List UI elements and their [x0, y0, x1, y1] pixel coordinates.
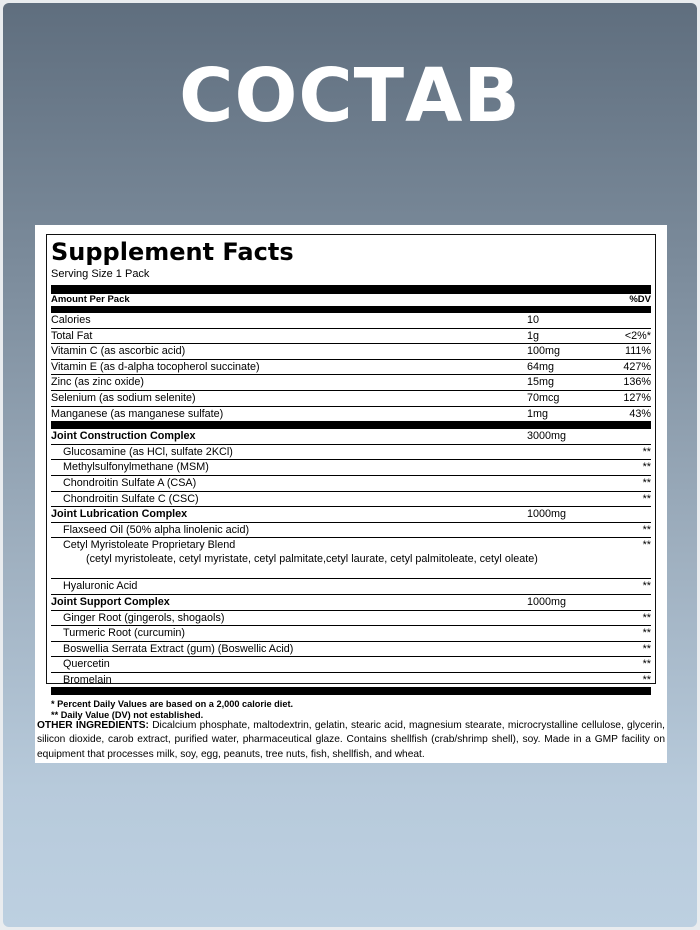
supplement-label-card: [35, 225, 667, 763]
complex-name: Joint Lubrication Complex: [51, 508, 188, 521]
ingredient-name: Hyaluronic Acid: [63, 580, 138, 593]
ingredient-dv: **: [642, 658, 651, 671]
divider-thick: [51, 285, 651, 294]
ingredient-name: Flaxseed Oil (50% alpha linolenic acid): [63, 523, 250, 536]
ingredient-name: Cetyl Myristoleate Proprietary Blend: [63, 539, 236, 552]
nutrient-name: Selenium (as sodium selenite): [51, 391, 196, 404]
divider-thick: [51, 421, 651, 429]
nutrient-dv: 127%: [623, 391, 651, 404]
serving-size: Serving Size 1 Pack: [51, 268, 150, 280]
ingredient-name: Ginger Root (gingerols, shogaols): [63, 611, 225, 624]
ingredient-name: Methylsulfonylmethane (MSM): [63, 461, 209, 474]
ingredient-name: Bromelain: [63, 673, 112, 686]
ingredient-dv: **: [642, 445, 651, 458]
ingredient-name: Boswellia Serrata Extract (gum) (Boswellic Acid): [63, 642, 294, 655]
complex-amount: 1000mg: [527, 508, 567, 521]
nutrient-amount: 70mcg: [527, 391, 560, 404]
nutrient-name: Zinc (as zinc oxide): [51, 376, 145, 389]
nutrient-name: Vitamin E (as d-alpha tocopherol succinate): [51, 360, 260, 373]
ingredient-row: [51, 460, 651, 476]
nutrient-name: Vitamin C (as ascorbic acid): [51, 345, 186, 358]
complex-row-support: [51, 595, 651, 611]
nutrient-row-selenium: [51, 391, 651, 407]
nutrient-row-total-fat: [51, 329, 651, 345]
footnotes: [51, 695, 651, 720]
nutrient-name: Total Fat: [51, 329, 93, 342]
ingredient-dv: **: [642, 611, 651, 624]
ingredient-row: [51, 626, 651, 642]
ingredient-dv: **: [642, 523, 651, 536]
facts-title: Supplement Facts: [51, 238, 294, 266]
complex-name: Joint Construction Complex: [51, 430, 196, 443]
ingredient-dv: **: [642, 461, 651, 474]
other-ingredients: [37, 719, 665, 762]
complex-name: Joint Support Complex: [51, 595, 170, 608]
ingredient-row-blend: [51, 538, 651, 579]
nutrient-row-zinc: [51, 375, 651, 391]
nutrient-amount: 15mg: [527, 376, 555, 389]
page-headline: СОСТАВ: [179, 53, 521, 139]
nutrient-row-vitamin-c: [51, 344, 651, 360]
nutrient-name: Manganese (as manganese sulfate): [51, 407, 224, 420]
nutrient-name: Calories: [51, 314, 91, 326]
nutrient-dv: <2%*: [624, 329, 651, 342]
nutrient-amount: 100mg: [527, 345, 561, 358]
ingredient-row: [51, 642, 651, 658]
nutrient-amount: 10: [527, 314, 540, 326]
ingredient-dv: **: [642, 492, 651, 505]
ingredient-dv: **: [642, 476, 651, 489]
nutrient-dv: 111%: [624, 345, 651, 358]
other-ingredients-text: Dicalcium phosphate, maltodextrin, gelatin, stearic acid, magnesium stearate, microcrystalline cellulose, glycerin, silicon dioxide, carob extract, purified water, pharmaceutical glaze. Contains shellfish (crab/shrimp shell), soy. Made in a GMP facility on equipment that processes milk, soy, egg, peanuts, tree nuts, fish, shellfish, and wheat.: [37, 720, 665, 760]
complex-amount: 1000mg: [527, 595, 567, 608]
ingredient-row: [51, 523, 651, 539]
divider-thick: [51, 687, 651, 695]
ingredient-row: [51, 673, 651, 688]
ingredient-row: [51, 492, 651, 508]
ingredient-row: [51, 611, 651, 627]
ingredient-row: [51, 445, 651, 461]
nutrient-amount: 64mg: [527, 360, 555, 373]
ingredient-name: Chondroitin Sulfate C (CSC): [63, 492, 199, 505]
nutrient-dv: 427%: [623, 360, 651, 373]
amount-header-row: [51, 294, 651, 307]
nutrient-amount: 1g: [527, 329, 540, 342]
ingredient-dv: **: [642, 673, 651, 686]
complex-row-construction: [51, 429, 651, 445]
ingredient-dv: **: [642, 642, 651, 655]
ingredient-dv: **: [642, 580, 651, 593]
ingredient-dv: **: [642, 539, 651, 552]
ingredient-row: [51, 657, 651, 673]
nutrient-row-calories: [51, 313, 651, 329]
ingredient-name: Turmeric Root (curcumin): [63, 627, 185, 640]
nutrient-amount: 1mg: [527, 407, 549, 420]
nutrient-dv: 43%: [629, 407, 651, 420]
ingredient-name: Glucosamine (as HCl, sulfate 2KCl): [63, 445, 233, 458]
background-frame: [3, 3, 697, 927]
ingredient-row: [51, 579, 651, 595]
complex-amount: 3000mg: [527, 430, 567, 443]
supplement-facts-panel: [46, 234, 656, 720]
footnote-dv-not-established: ** Daily Value (DV) not established.: [51, 709, 204, 720]
footnote-percent-dv: * Percent Daily Values are based on a 2,000 calorie diet.: [51, 699, 294, 710]
other-ingredients-label: OTHER INGREDIENTS:: [37, 720, 149, 731]
nutrient-row-manganese: [51, 407, 651, 422]
ingredient-name: Chondroitin Sulfate A (CSA): [63, 476, 197, 489]
nutrient-dv: 136%: [623, 376, 651, 389]
ingredient-row: [51, 476, 651, 492]
amount-per-pack-label: Amount Per Pack: [51, 294, 130, 305]
nutrient-row-vitamin-e: [51, 360, 651, 376]
complex-row-lubrication: [51, 507, 651, 523]
ingredient-dv: **: [642, 627, 651, 640]
dv-header-label: %DV: [629, 294, 651, 305]
blend-detail: (cetyl myristoleate, cetyl myristate, cetyl palmitate,cetyl laurate, cetyl palmitoleate, cetyl oleate): [86, 553, 538, 566]
ingredient-name: Quercetin: [63, 658, 110, 671]
